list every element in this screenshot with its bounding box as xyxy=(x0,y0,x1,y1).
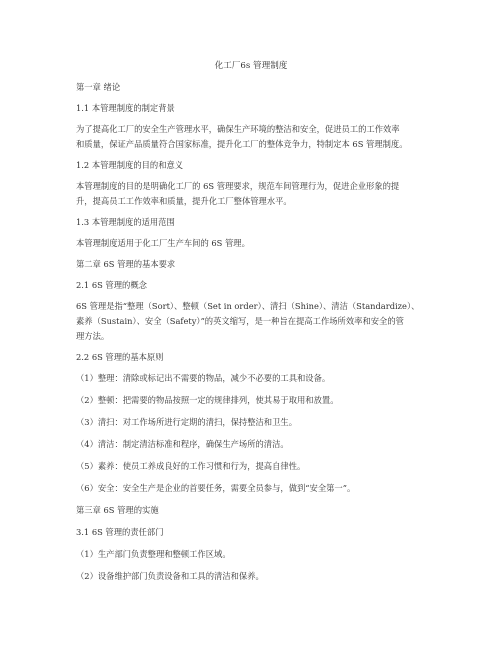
list-item: （3）清扫：对工作场所进行定期的清扫，保持整洁和卫生。 xyxy=(76,417,297,427)
section-1-3-heading: 1.3 本管理制度的适用范围 xyxy=(76,217,175,227)
list-item: （4）清洁：制定清洁标准和程序，确保生产场所的清洁。 xyxy=(76,439,289,449)
list-item: （5）素养：使员工养成良好的工作习惯和行为，提高自律性。 xyxy=(76,461,306,471)
section-2-2-heading: 2.2 6S 管理的基本原则 xyxy=(76,352,164,362)
chapter-1-heading: 第一章 绪论 xyxy=(76,82,121,92)
section-3-1-heading: 3.1 6S 管理的责任部门 xyxy=(76,527,164,537)
paragraph-line: 素养（Sustain）、安全（Safety）”的英文缩写，是一种旨在提高工作场所效率和安全的管 xyxy=(76,316,404,326)
paragraph-line: 和质量，保证产品质量符合国家标准，提升化工厂的整体竞争力，特制定本 6S 管理制度。 xyxy=(76,139,408,149)
list-item: （1）整理：清除或标记出不需要的物品，减少不必要的工具和设备。 xyxy=(76,373,331,383)
paragraph-line: 本管理制度适用于化工厂生产车间的 6S 管理。 xyxy=(76,238,250,248)
paragraph-line: 升，提高员工工作效率和质量，提升化工厂整体管理水平。 xyxy=(76,196,292,206)
list-item: （6）安全：安全生产是企业的首要任务，需要全员参与，做到“安全第一”。 xyxy=(76,483,356,493)
paragraph-line: 理方法。 xyxy=(76,331,110,341)
chapter-2-heading: 第二章 6S 管理的基本要求 xyxy=(76,259,176,269)
paragraph-line: 6S 管理是指“整理（Sort）、整顿（Set in order）、清扫（Shine）、清洁（Standardize）、 xyxy=(76,301,420,311)
document-title: 化工厂6s 管理制度 xyxy=(214,61,288,71)
section-1-1-heading: 1.1 本管理制度的制定背景 xyxy=(76,103,175,113)
chapter-3-heading: 第三章 6S 管理的实施 xyxy=(76,505,159,515)
list-item: （2）设备维护部门负责设备和工具的清洁和保养。 xyxy=(76,571,264,581)
list-item: （1）生产部门负责整理和整顿工作区域。 xyxy=(76,549,231,559)
section-2-1-heading: 2.1 6S 管理的概念 xyxy=(76,280,147,290)
paragraph-line: 本管理制度的目的是明确化工厂的 6S 管理要求，规范车间管理行为，促进企业形象的提 xyxy=(76,181,400,191)
list-item: （2）整顿：把需要的物品按照一定的规律排列，使其易于取用和放置。 xyxy=(76,395,339,405)
paragraph-line: 为了提高化工厂的安全生产管理水平，确保生产环境的整洁和安全，促进员工的工作效率 xyxy=(76,124,400,134)
section-1-2-heading: 1.2 本管理制度的目的和意义 xyxy=(76,160,184,170)
